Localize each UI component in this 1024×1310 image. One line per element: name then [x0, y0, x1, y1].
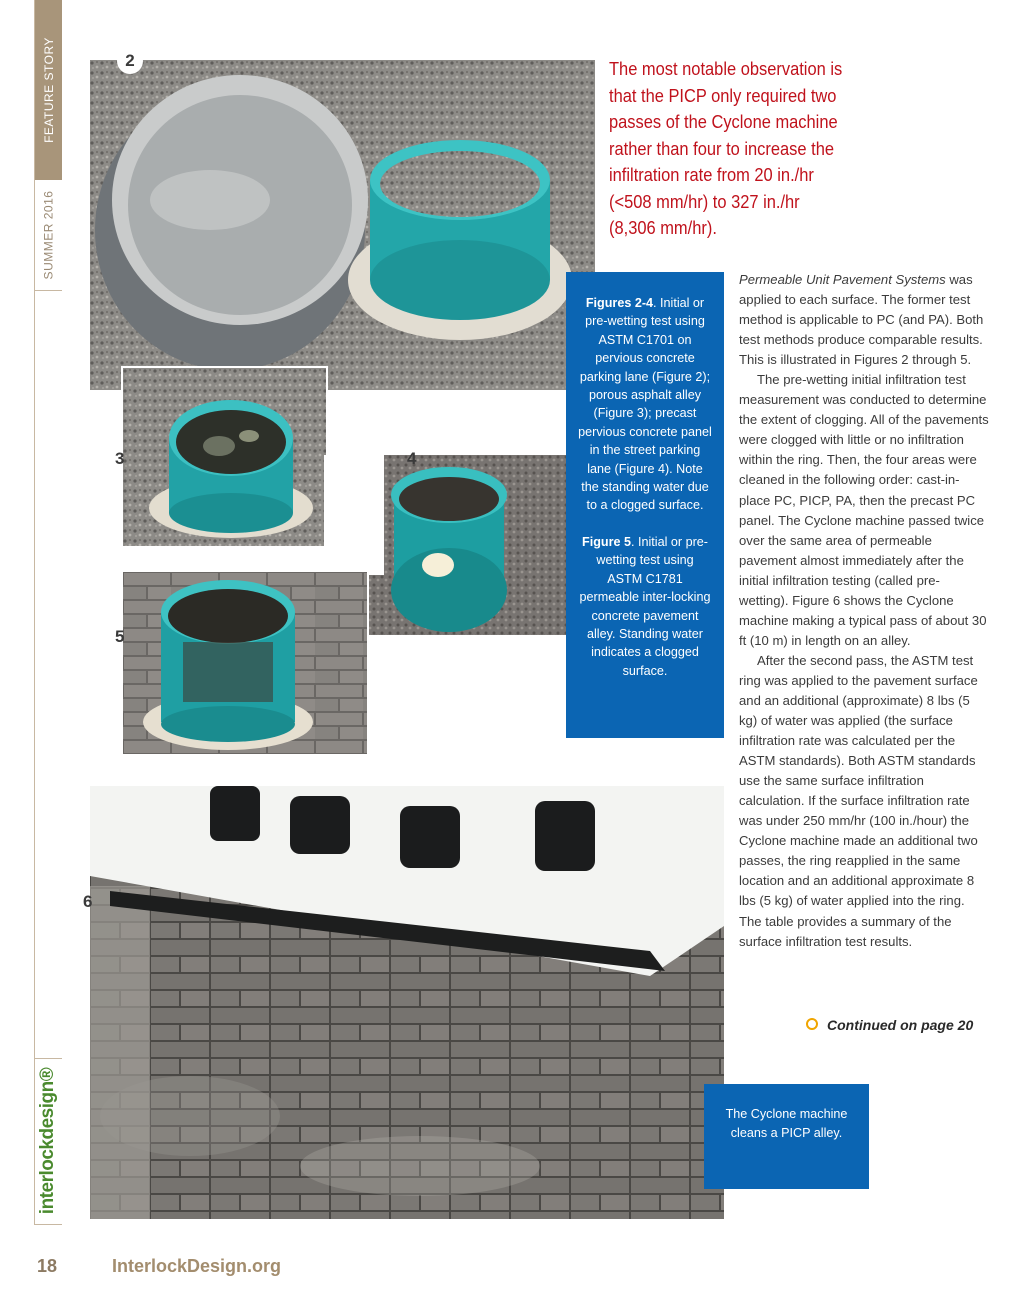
- figure-2-number: 2: [117, 48, 143, 74]
- footer-site-link[interactable]: InterlockDesign.org: [112, 1256, 282, 1276]
- figure-4-number: 4: [407, 449, 417, 468]
- caption-figures-2-4: [578, 294, 712, 515]
- caption-text: . Initial or pre-wetting test using ASTM C1781 permeable inter-locking concrete pavement alley. Standing water indicates a clogged surface.: [579, 534, 711, 678]
- figure-6-photo: [90, 786, 724, 1219]
- caption-text: . Initial or pre-wetting test using ASTM C1701 on pervious concrete parking lane (Figure 2); porous asphalt alley (Figure 3); precast pervious concrete panel in the street parking lane (Figure 4). Note the standing water due to a clogged surface.: [578, 296, 712, 513]
- article-body: [739, 270, 989, 952]
- brand-logo: [35, 1058, 62, 1223]
- sidebar-divider: [35, 290, 62, 291]
- figure-6-number: 6: [83, 892, 93, 911]
- caption-label: Figure 5: [582, 534, 631, 549]
- body-paragraph: [739, 270, 989, 370]
- body-paragraph: The pre-wetting initial infiltration test measurement was conducted to determine the extent of clogging. All of the pavements were clogged with little or no infiltration within the ring. Then, the four areas were cleaned in the following order: cast-in-place PC, PICP, PA, then the precast PC panel. The Cyclone machine passed twice over the same area of permeable pavement almost immediately after the initial infiltration testing (called pre-wetting). Figure 6 shows the Cyclone machine making a typical pass of about 30 ft (10 m) in length on an alley.: [739, 372, 989, 648]
- bullet-circle-icon: [806, 1018, 818, 1030]
- figure-5-photo: [121, 570, 369, 756]
- body-text: was applied to each surface. The former test method is applicable to PC (and PA). Both test methods produce comparable results. This is illustrated in Figures 2 through 5.: [739, 272, 984, 368]
- body-italic-title: Permeable Unit Pavement Systems: [739, 272, 946, 287]
- brand-logo-text: interlockdesign®: [37, 1067, 59, 1214]
- continued-link[interactable]: [806, 1017, 973, 1033]
- figure-3-photo: [121, 366, 328, 548]
- figure-3-number: 3: [115, 449, 125, 468]
- section-label: [35, 0, 62, 180]
- figure-5-number: 5: [115, 627, 125, 646]
- body-paragraph: After the second pass, the ASTM test ring was applied to the pavement surface and an additional (approximate) 8 lbs (5 kg) of water was applied (the surface infiltration rate was calculated per the ASTM standards). Both ASTM standards use the same surface infiltration calculation. If the surface infiltration rate was under 250 mm/hr (100 in./hour) the Cyclone machine made an additional two passes, the ring reapplied in the same location and an additional approximate 8 lbs (5 kg) of water applied into the ring. The table provides a summary of the surface infiltration test results.: [739, 652, 978, 949]
- page-number: 18: [37, 1256, 58, 1276]
- caption-label: Figures 2-4: [585, 296, 654, 310]
- pull-quote: The most notable observation is that the PICP only required two passes of the Cyclone machine rather than four to increase the infiltration rate from 20 in./hr (<508 mm/hr) to 327 in./hr (8,306 mm/hr).: [609, 58, 843, 238]
- figure-2-5-caption: [566, 272, 724, 738]
- issue-label: [35, 180, 62, 290]
- figure-2-photo: [90, 60, 595, 390]
- sidebar-divider: [35, 1224, 62, 1225]
- caption-figure-5: [578, 533, 712, 680]
- figure-6-caption: The Cyclone machine cleans a PICP alley.: [704, 1084, 869, 1189]
- continued-text: Continued on page 20: [827, 1017, 974, 1033]
- issue-label-text: SUMMER 2016: [41, 190, 56, 280]
- section-label-text: FEATURE STORY: [41, 37, 56, 143]
